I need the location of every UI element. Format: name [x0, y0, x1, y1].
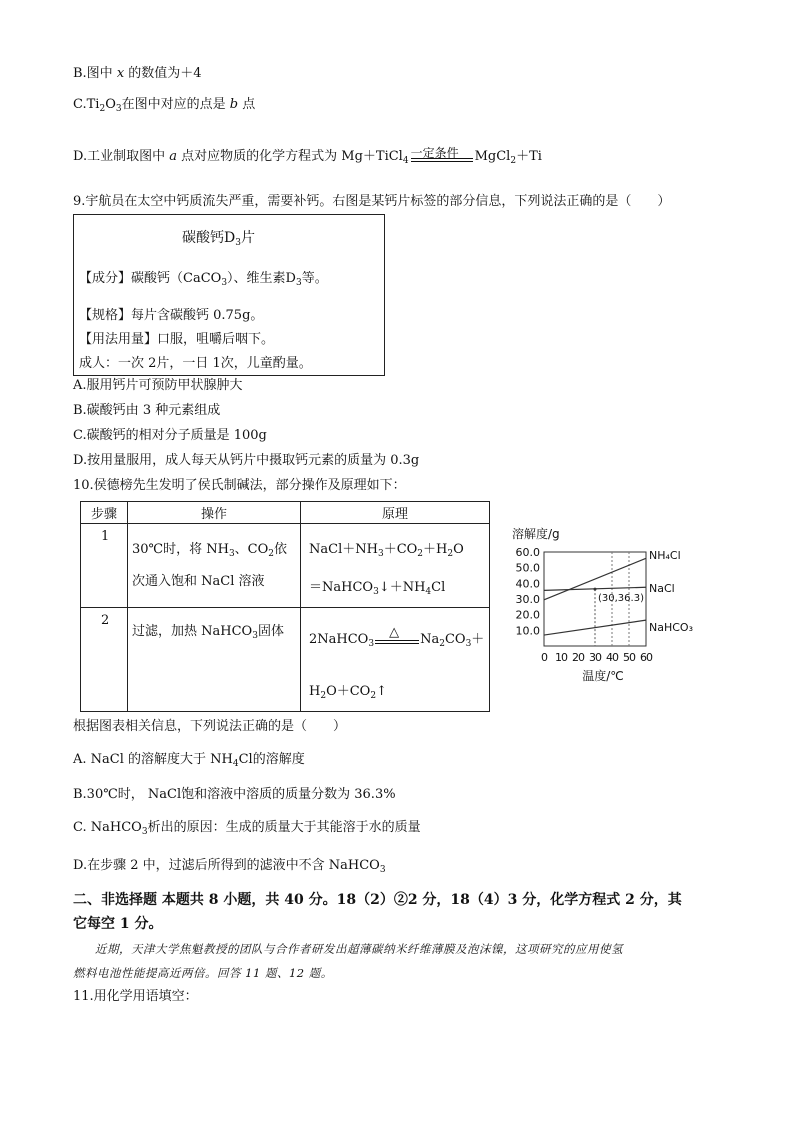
series-label: NaHCO₃	[649, 621, 693, 635]
passage-line1: 近期，天津大学焦魁教授的团队与合作者研发出超薄碳纳米纤维薄膜及泡沫镍，这项研究的应用使氢	[95, 942, 623, 956]
header-principle: 原理	[301, 502, 490, 524]
q9-option-b: B.碳酸钙由 3 种元素组成	[73, 403, 221, 418]
q10-question: 根据图表相关信息，下列说法正确的是（ ）	[73, 719, 347, 734]
label-ingredients: 【成分】碳酸钙（CaCO$_3$）、维生素$D_3$等。	[79, 271, 328, 288]
heat-symbol: △	[389, 625, 400, 640]
y-tick-label: 40.0	[515, 577, 540, 591]
q9-option-a: A.服用钙片可预防甲状腺肿大	[73, 378, 243, 393]
q8-option-b: B.图中 x 的数值为＋4	[73, 66, 202, 81]
process-table	[80, 501, 490, 712]
annotation-label: (30,36.3)	[598, 593, 644, 605]
label-usage: 【用法用量】口服，咀嚼后咽下。	[79, 332, 275, 347]
q10-option-c: C. NaHCO$_3$析出的原因：生成的质量大于其能溶于水的质量	[73, 820, 421, 837]
header-step: 步骤	[81, 502, 128, 524]
q9-option-d: D.按用量服用，成人每天从钙片中摄取钙元素的质量为 0.3g	[73, 453, 420, 468]
q10-option-a: A. NaCl 的溶解度大于 $NH_4Cl$的溶解度	[73, 752, 305, 769]
y-tick-label: 30.0	[515, 593, 540, 606]
header-operation: 操作	[128, 502, 301, 524]
solubility-chart	[510, 522, 710, 692]
x-tick-label: 30	[589, 651, 601, 664]
q10-option-d: D.在步骤 2 中，过滤后所得到的滤液中不含 NaHCO$_3$	[73, 858, 386, 875]
series-label: NH₄Cl	[649, 549, 681, 563]
reaction-condition: 一定条件	[410, 146, 459, 160]
step-2-operation: 过滤，加热 NaHCO$_3$固体	[128, 608, 301, 712]
q10-option-b: B.30℃时， NaCl饱和溶液中溶质的质量分数为 36.3%	[73, 787, 396, 802]
annotation-point	[594, 588, 597, 591]
q9-stem: 9.宇航员在太空中钙质流失严重，需要补钙。右图是某钙片标签的部分信息，下列说法正确的是（ ）	[73, 194, 671, 209]
label-title: 碳酸钙$D_3$片	[182, 230, 255, 248]
step-1-principle: $NaCl+NH_3+CO_2+H_2O$ $=NaHCO_3↓+NH_4Cl$	[301, 524, 490, 608]
q9-option-c: C.碳酸钙的相对分子质量是 100g	[73, 428, 267, 443]
label-spec: 【规格】每片含碳酸钙 0.75g。	[79, 308, 264, 323]
x-tick-label: 10	[555, 651, 567, 664]
section2-heading-line2: 它每空 1 分。	[73, 916, 163, 932]
x-axis-label: 温度/℃	[582, 669, 624, 683]
y-tick-label: 20.0	[515, 608, 540, 622]
step-1-cell: 1	[81, 524, 128, 608]
x-tick-label: 60	[640, 651, 652, 664]
y-tick-label: 50.0	[515, 561, 540, 575]
y-tick-label: 10.0	[515, 624, 540, 638]
y-axis-label: 溶解度/g	[512, 527, 560, 541]
calcium-label-box	[73, 214, 385, 376]
step-1-operation: 30℃时，将 $NH_3$、$CO_2$依 次通入饱和 NaCl 溶液	[128, 524, 301, 608]
section2-heading-line1: 二、非选择题 本题共 8 小题，共 40 分。18（2）②2 分，18（4）3 分，化学方程式 2 分，其	[73, 892, 682, 908]
x-tick-label: 0	[541, 651, 547, 664]
step-2-cell: 2	[81, 608, 128, 712]
x-tick-label: 50	[623, 651, 635, 664]
y-tick-label: 60.0	[515, 546, 540, 559]
label-adult-dose: 成人：一次 2片，一日 1次，儿童酌量。	[79, 356, 312, 371]
q11-stem: 11.用化学用语填空：	[73, 989, 198, 1004]
q10-stem: 10.侯德榜先生发明了侯氏制碱法，部分操作及原理如下：	[73, 478, 406, 493]
x-tick-label: 40	[606, 651, 618, 664]
passage-line2: 燃料电池性能提高近两倍。回答 11 题、12 题。	[73, 966, 333, 980]
q8-option-d: D.工业制取图中 a 点对应物质的化学方程式为 Mg＋TiCl$_4$ 一定条件 MgCl$_2$＋Ti	[73, 146, 542, 166]
x-tick-label: 20	[572, 651, 584, 664]
step-2-principle: 2NaHCO$_3$ △ $Na_2CO_3+$ $H_2O+CO_2↑$	[301, 608, 490, 712]
q8-option-c: $C.Ti_2O_3$在图中对应的点是 b 点	[73, 97, 256, 114]
series-label: NaCl	[649, 582, 675, 596]
